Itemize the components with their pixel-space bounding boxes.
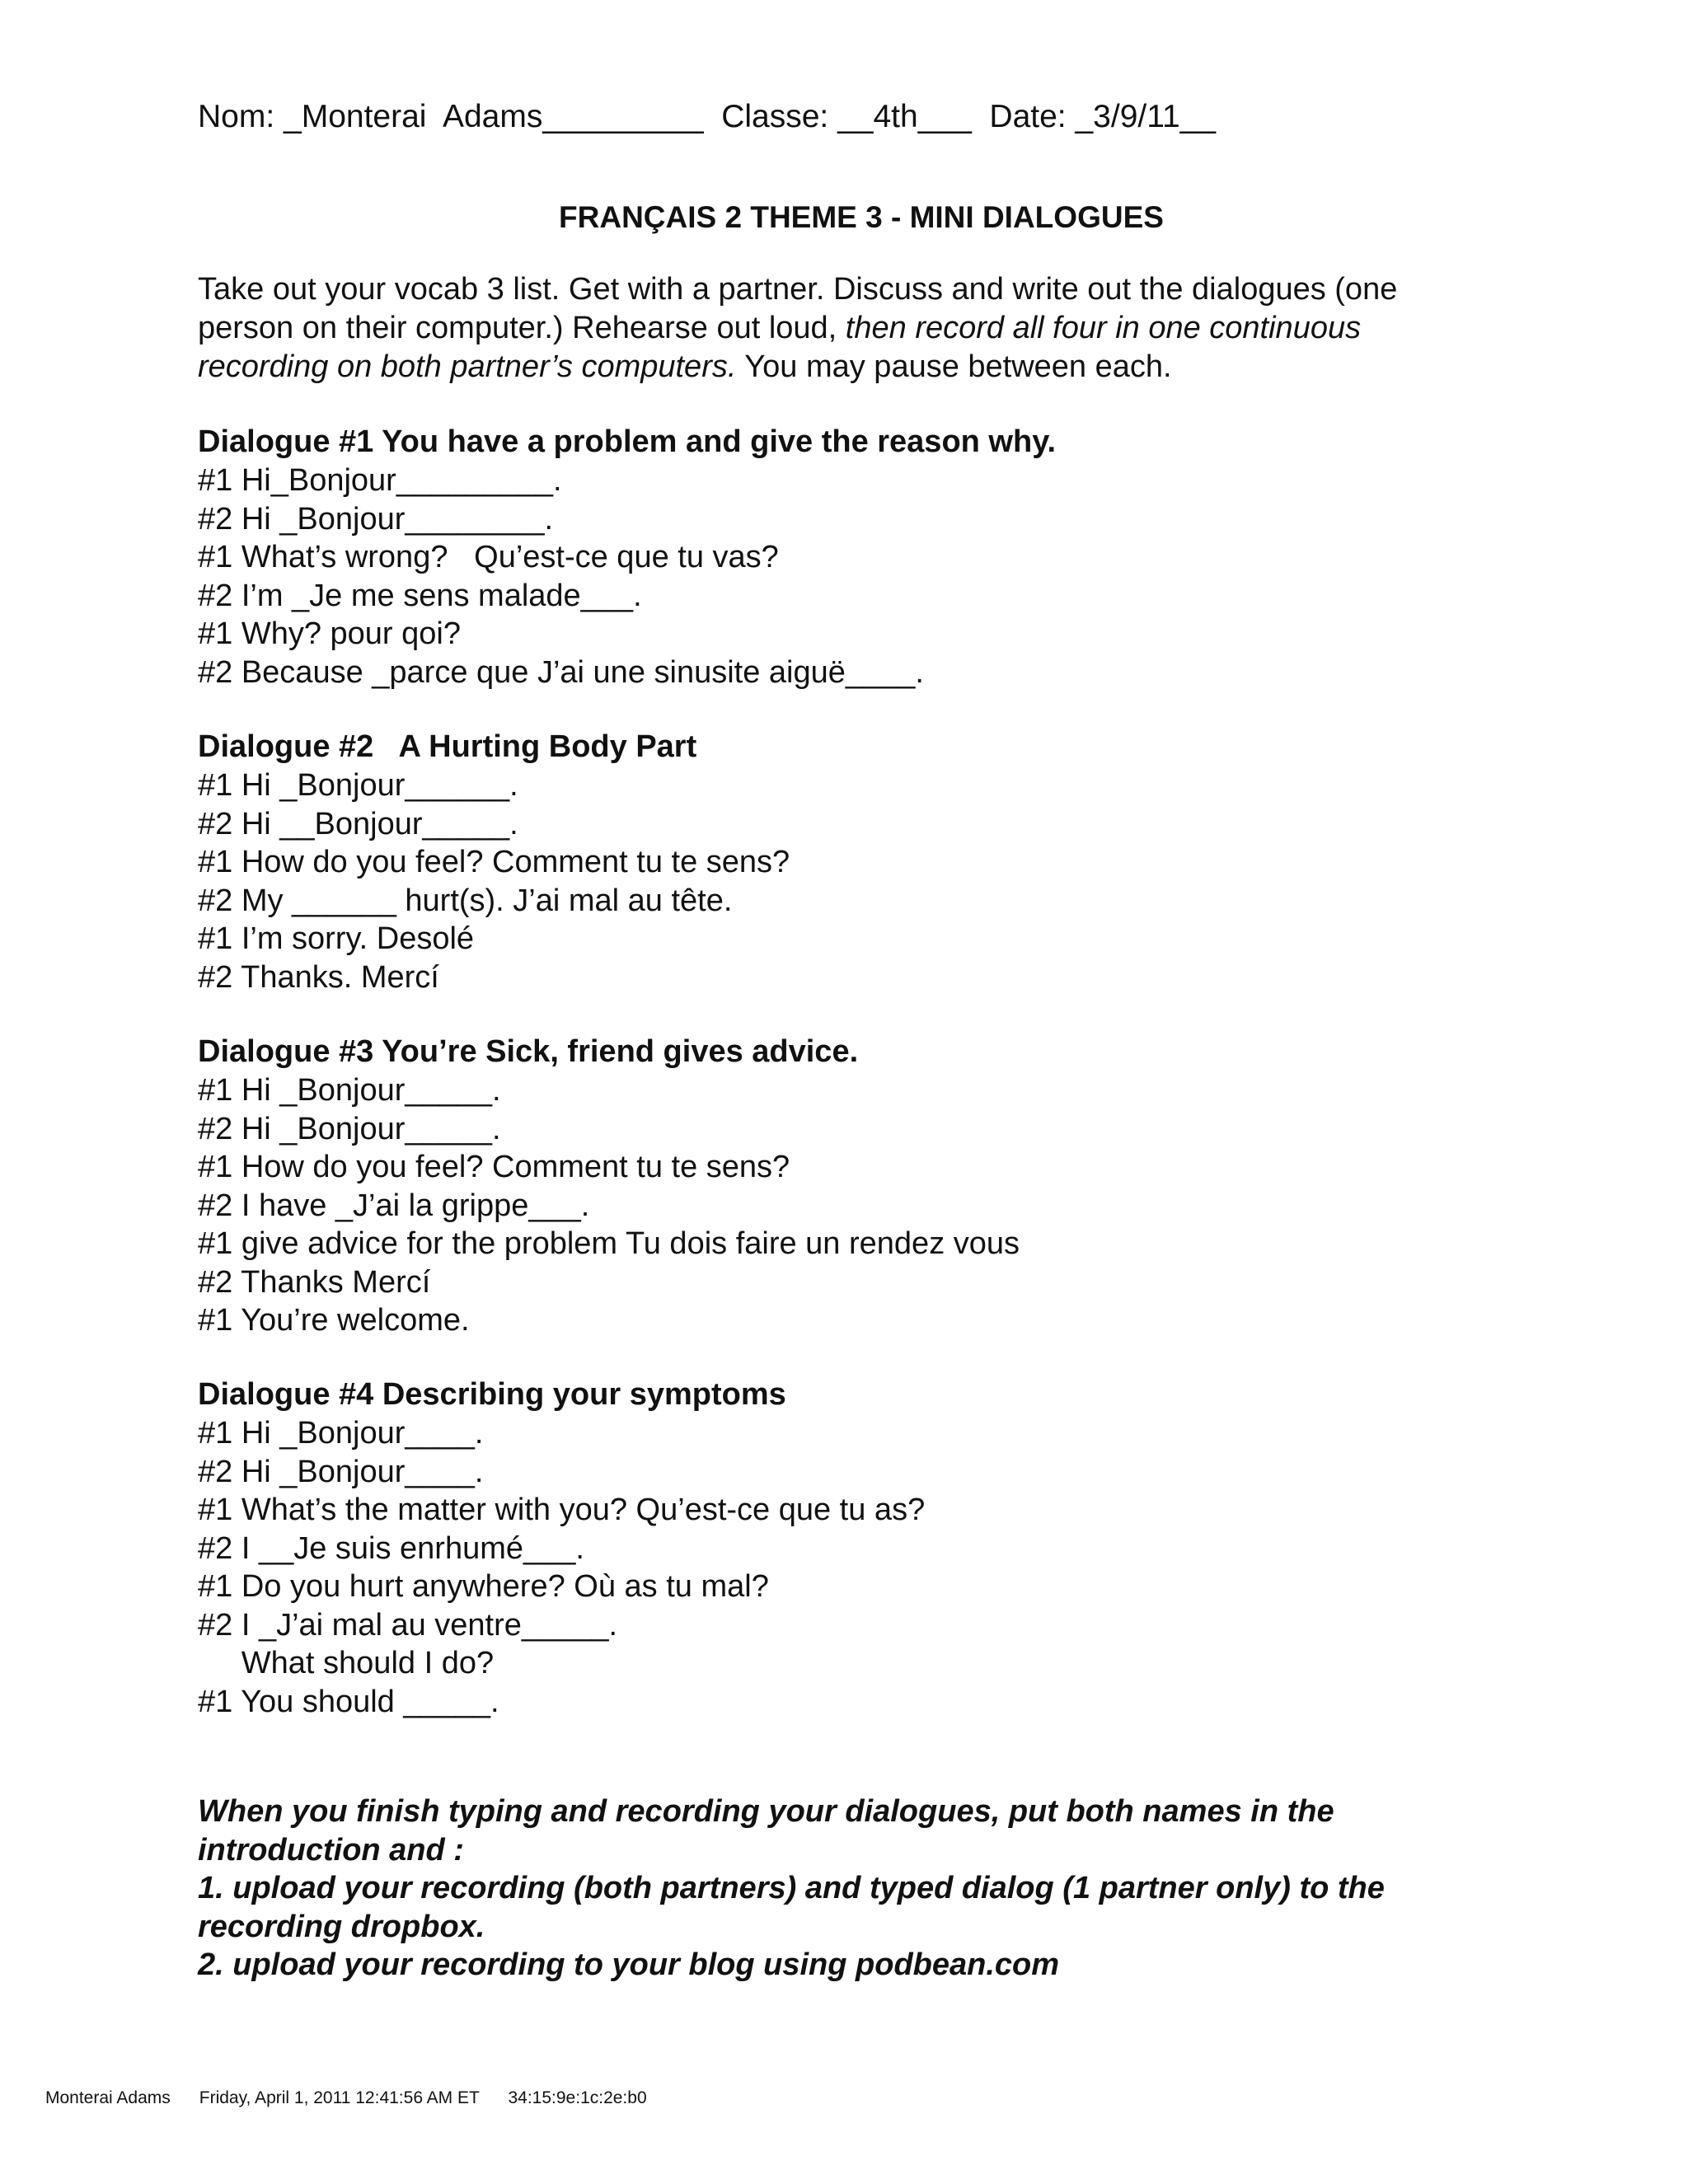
dialogue-line: #2 Thanks. Mercí: [198, 959, 439, 995]
dialogue-line: #1 You should _____.: [198, 1684, 499, 1719]
dialogue-line: #2 My ______ hurt(s). J’ai mal au tête.: [198, 883, 733, 918]
dialogue-line: #1 Hi _Bonjour______.: [198, 768, 518, 803]
dialogue-2: [198, 728, 1517, 996]
instructions-text: Take out your vocab 3 list. Get with a partner. Discuss and write out the dialogues (one person on their computer.) Rehearse out loud,: [198, 272, 1398, 345]
dialogue-line: #2 Hi _Bonjour____.: [198, 1454, 484, 1489]
dialogue-line: #1 What’s wrong? Qu’est-ce que tu vas?: [198, 540, 779, 574]
dialogue-line: #2 Hi _Bonjour________.: [198, 501, 554, 537]
dialogue-line: #1 You’re welcome.: [198, 1303, 470, 1338]
dialogue-line: #1 Do you hurt anywhere? Où as tu mal?: [198, 1569, 769, 1604]
dialogue-line: #2 I _J’ai mal au ventre_____.: [198, 1607, 618, 1643]
dialogue-heading: Dialogue #2 A Hurting Body Part: [198, 729, 697, 764]
instructions-italic-text: then record all four in one continuous recording on both partner’s computers.: [198, 311, 1362, 384]
dialogue-heading: Dialogue #4 Describing your symptoms: [198, 1377, 786, 1412]
page-title: FRANÇAIS 2 THEME 3 - MINI DIALOGUES: [559, 200, 1164, 234]
student-info-line: Nom: _Monterai Adams_________ Classe: __4th___ Date: _3/9/11__: [198, 99, 1217, 134]
dialogue-line: #1 Why? pour qoi?: [198, 616, 461, 651]
dialogue-line: #2 I __Je suis enrhumé___.: [198, 1530, 584, 1566]
dialogue-line: #2 Thanks Mercí: [198, 1264, 431, 1300]
dialogue-heading: Dialogue #3 You’re Sick, friend gives advice.: [198, 1034, 859, 1069]
dialogue-line: #1 I’m sorry. Desolé: [198, 921, 475, 956]
closing-step-1: 1. upload your recording (both partners) and typed dialog (1 partner only) to the recording dropbox.: [198, 1871, 1385, 1944]
footer-timestamp: Friday, April 1, 2011 12:41:56 AM ET: [199, 2088, 480, 2107]
dialogue-1: [198, 423, 1517, 691]
dialogue-heading: Dialogue #1 You have a problem and give the reason why.: [198, 424, 1057, 459]
dialogue-3: [198, 1033, 1517, 1340]
dialogue-line: #1 Hi_Bonjour_________.: [198, 463, 562, 498]
dialogue-line: #2 Hi _Bonjour_____.: [198, 1111, 501, 1146]
instructions-paragraph: [198, 270, 1484, 387]
closing-instructions: [198, 1793, 1517, 1985]
dialogue-line: #1 How do you feel? Comment tu te sens?: [198, 1150, 790, 1184]
footer-name: Monterai Adams: [45, 2088, 171, 2107]
dialogue-line: #2 Hi __Bonjour_____.: [198, 806, 518, 841]
print-footer: [45, 2087, 647, 2110]
closing-line: When you finish typing and recording your dialogues, put both names in the introduction and :: [198, 1794, 1334, 1868]
footer-id: 34:15:9e:1c:2e:b0: [508, 2088, 647, 2107]
dialogue-line: #1 Hi _Bonjour_____.: [198, 1073, 501, 1108]
dialogue-line: #2 I’m _Je me sens malade___.: [198, 578, 642, 613]
closing-step-2: 2. upload your recording to your blog using podbean.com: [198, 1947, 1060, 1982]
dialogue-4: [198, 1376, 1517, 1721]
dialogue-line: #1 What’s the matter with you? Qu’est-ce que tu as?: [198, 1493, 926, 1527]
dialogue-line: #2 I have _J’ai la grippe___.: [198, 1188, 590, 1223]
dialogue-line: #1 Hi _Bonjour____.: [198, 1416, 484, 1451]
dialogue-line: #2 Because _parce que J’ai une sinusite aiguë____.: [198, 654, 924, 690]
dialogue-line: #1 How do you feel? Comment tu te sens?: [198, 845, 790, 879]
instructions-text-end: You may pause between each.: [736, 349, 1172, 384]
dialogue-line: What should I do?: [198, 1646, 495, 1680]
dialogue-line: #1 give advice for the problem Tu dois faire un rendez vous: [198, 1226, 1020, 1261]
